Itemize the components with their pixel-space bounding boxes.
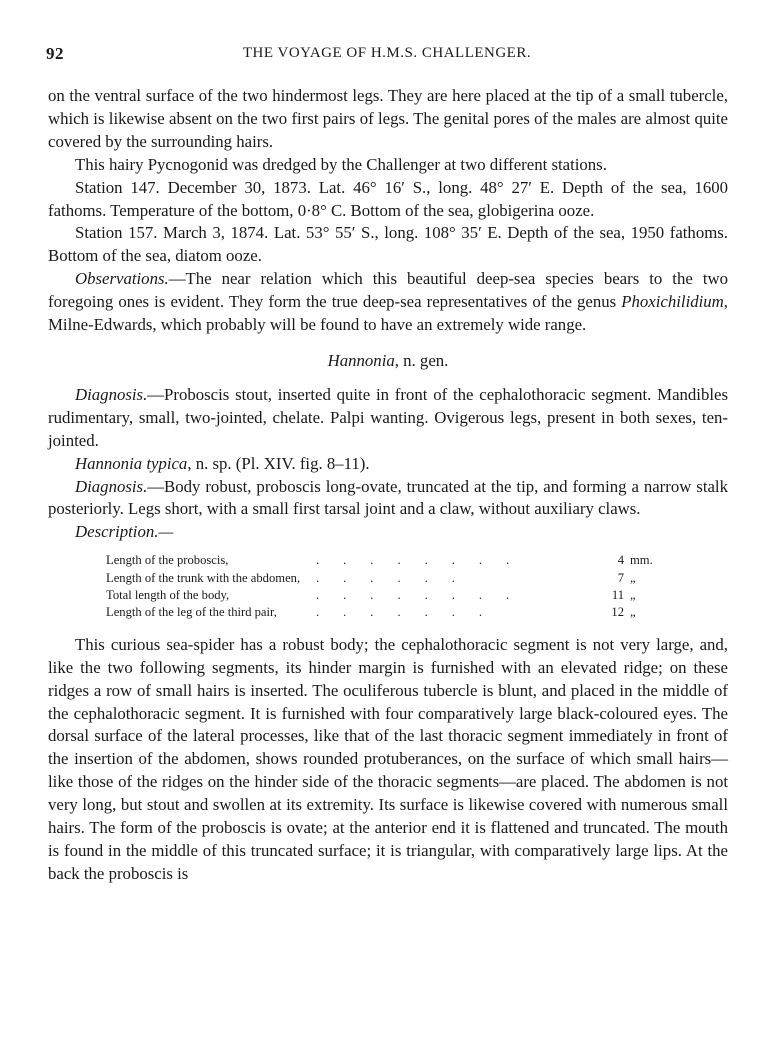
measurements-table — [106, 552, 674, 622]
paragraph-station-147: Station 147. December 30, 1873. Lat. 46° 16′ S., long. 48° 27′ E. Depth of the sea, 1600 fathoms. Temperature of the bottom, 0·8° C. Bottom of the sea, globigerina ooze. — [48, 177, 728, 220]
page-body — [48, 85, 728, 886]
genus-diagnosis-text: —Proboscis stout, inserted quite in front of the cephalothoracic segment. Mandibles rudimentary, small, two-jointed, chelate. Palpi wanting. Ovigerous legs, present in both sexes, ten-jointed. — [48, 384, 728, 450]
measurement-unit: „ — [630, 570, 636, 585]
observations-genus: Phoxichilidium — [621, 292, 724, 312]
genus-name: Hannonia — [327, 350, 395, 370]
species-name: Hannonia typica — [75, 453, 188, 473]
page-number: 92 — [46, 44, 64, 63]
paragraph-species-diagnosis — [48, 476, 728, 522]
observations-label: Observations. — [75, 269, 169, 289]
measurement-value: 12 — [611, 605, 624, 620]
observations-text-2: , Milne-Edwards, which probably will be found to have an extremely wide range. — [48, 292, 728, 335]
measurement-unit: „ — [630, 588, 636, 603]
measurement-value: 7 — [617, 570, 624, 585]
species-ref: , n. sp. (Pl. XIV. fig. 8–11). — [187, 453, 370, 473]
measurement-label: Length of the leg of the third pair, — [106, 605, 277, 620]
description-label: Description.— — [75, 522, 174, 542]
paragraph-description: This curious sea-spider has a robust body; the cephalothoracic segment is not very large, and, like the two following segments, its hinder margin is furnished with an elevated ridge; on these ridges a row of small hairs is inserted. The oculiferous tubercle is blunt, and placed in the middle of the cephalothoracic segment. It is furnished with four comparatively large black-coloured eyes. The dorsal surface of the lateral processes, like that of the last thoracic segment immediately in front of the insertion of the abdomen, shows rounded protuberances, on the surface of which small hairs—like those of the ridges on the hinder side of the thoracic segments—are placed. The abdomen is not very long, but stout and swollen at its extremity. Its surface is likewise covered with numerous small hairs. The form of the proboscis is ovate; at the anterior end it is flattened and truncated. The mouth is found in the middle of this truncated surface; it is triangular, with comparatively large lips. At the back the proboscis is — [48, 634, 728, 883]
paragraph-station-157: Station 157. March 3, 1874. Lat. 53° 55′ S., long. 108° 35′ E. Depth of the sea, 1950 fathoms. Bottom of the sea, diatom ooze. — [48, 223, 728, 266]
observations-text-1: —The near relation which this beautiful deep-sea species bears to the two foregoing ones is evident. They form the true deep-sea representatives of the genus — [48, 269, 728, 312]
species-diagnosis-label: Diagnosis. — [75, 476, 148, 496]
paragraph-continuation: on the ventral surface of the two hindermost legs. They are here placed at the tip of a small tubercle, which is likewise absent on the two first pairs of legs. The genital pores of the males are almost quite covered by the surrounding hairs. — [48, 86, 728, 151]
measurement-value: 4 — [617, 553, 624, 568]
genus-diagnosis-label: Diagnosis. — [75, 384, 148, 404]
measurement-leader: ....... — [316, 605, 507, 620]
page-header — [46, 44, 728, 68]
measurement-unit: mm. — [630, 553, 653, 568]
measurement-label: Length of the trunk with the abdomen, — [106, 570, 301, 585]
measurement-row — [106, 570, 674, 587]
paragraph-description-label — [48, 521, 728, 544]
measurement-label: Length of the proboscis, — [106, 553, 229, 568]
species-diagnosis-text: —Body robust, proboscis long-ovate, truncated at the tip, and forming a narrow stalk posteriorly. Legs short, with a small first tarsal joint and a claw, without auxiliary claws. — [48, 476, 728, 519]
paragraph-dredged: This hairy Pycnogonid was dredged by the Challenger at two different stations. — [75, 154, 607, 174]
running-title: THE VOYAGE OF H.M.S. CHALLENGER. — [242, 45, 532, 61]
measurement-leader: ...... — [316, 570, 479, 585]
measurement-unit: „ — [630, 605, 636, 620]
genus-suffix: , n. gen. — [394, 350, 449, 370]
measurement-row — [106, 604, 674, 621]
paragraph-species — [48, 453, 728, 476]
genus-heading — [48, 350, 728, 373]
measurement-row — [106, 552, 674, 569]
paragraph-observations — [48, 268, 728, 337]
measurement-leader: ........ — [316, 553, 534, 568]
measurement-row — [106, 587, 674, 604]
measurement-value: 11 — [611, 588, 624, 603]
paragraph-genus-diagnosis — [48, 384, 728, 453]
measurement-label: Total length of the body, — [106, 588, 230, 603]
measurement-leader: ........ — [316, 588, 534, 603]
